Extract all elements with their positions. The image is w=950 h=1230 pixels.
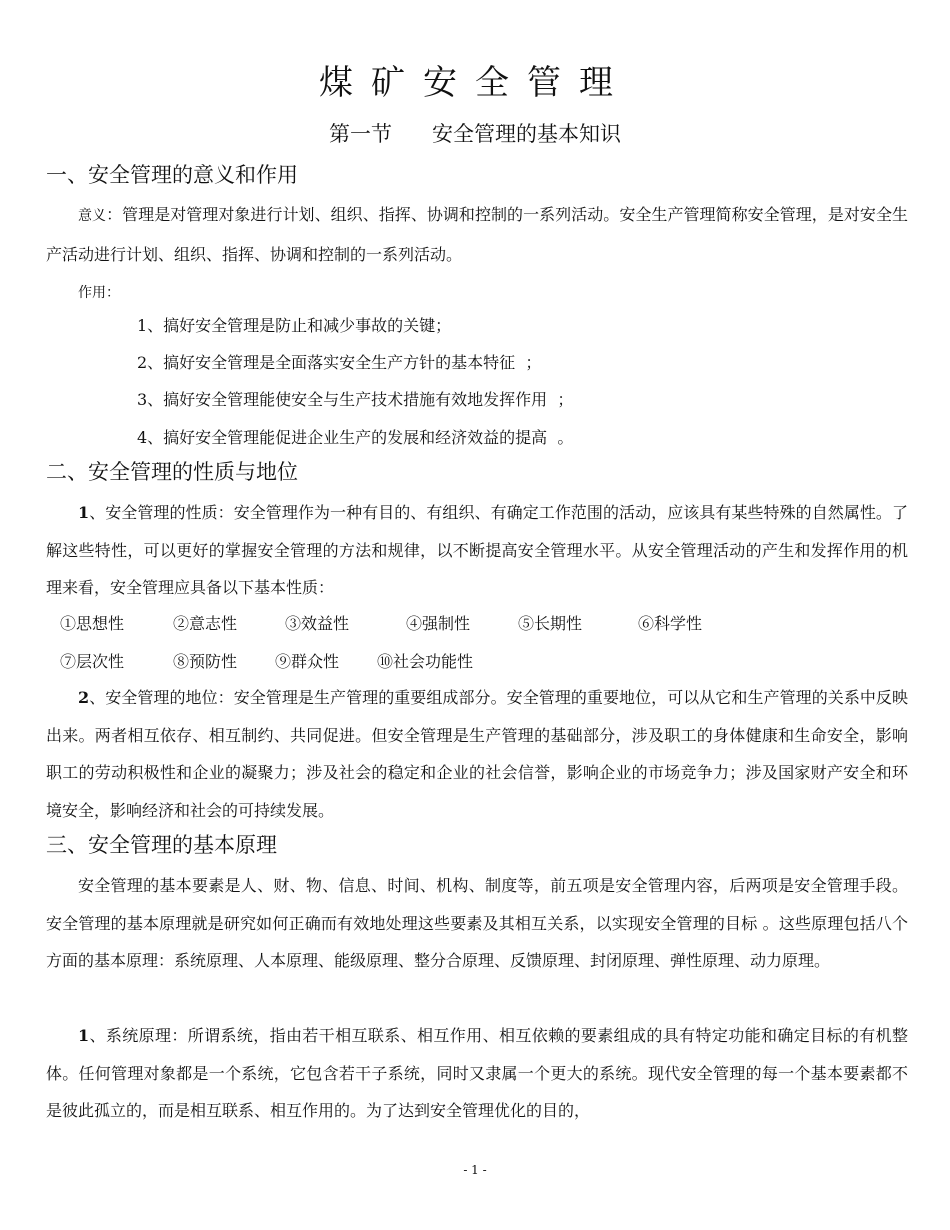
nature-number: 1 bbox=[78, 503, 90, 522]
traits-row-2 bbox=[0, 649, 950, 675]
document-title: 煤矿安全管理 bbox=[319, 63, 631, 103]
status-number: 2 bbox=[78, 688, 90, 707]
section-heading-2: 二、安全管理的性质与地位 bbox=[46, 460, 298, 484]
status-text: 、安全管理的地位：安全管理是生产管理的重要组成部分。安全管理的重要地位，可以从它和生产管理的关系中反映出来。两者相互依存、相互制约、共同促进。但安全管理是生产管理的基础部分，涉及职工的身体健康和生命安全，影响职工的劳动积极性和企业的凝聚力；涉及社会的稳定和企业的社会信誉，影响企业的市场竞争力；涉及国家财产安全和环境安全，影响经济和社会的可持续发展。 bbox=[46, 688, 908, 820]
system-number: 1 bbox=[78, 1026, 90, 1045]
section-heading-3: 三、安全管理的基本原理 bbox=[46, 833, 277, 857]
status-paragraph bbox=[46, 679, 908, 829]
trait-item: ⑧预防性 bbox=[173, 652, 238, 671]
trait-item: ⑨群众性 bbox=[275, 652, 340, 671]
trait-item: ④强制性 bbox=[406, 614, 471, 633]
meaning-text: ：管理是对管理对象进行计划、组织、指挥、协调和控制的一系列活动。安全生产管理简称安全管理，是对安全生产活动进行计划、组织、指挥、协调和控制的一系列活动。 bbox=[46, 205, 908, 264]
trait-item: ③效益性 bbox=[285, 614, 350, 633]
role-item: 3、搞好安全管理能使安全与生产技术措施有效地发挥作用 ； bbox=[137, 390, 574, 409]
role-item: 2、搞好安全管理是全面落实安全生产方针的基本特征 ； bbox=[137, 353, 542, 372]
nature-paragraph bbox=[46, 494, 908, 607]
role-label: 作用： bbox=[78, 285, 120, 301]
page-number: - 1 - bbox=[463, 1163, 487, 1177]
trait-item: ①思想性 bbox=[60, 614, 125, 633]
nature-text: 、安全管理的性质：安全管理作为一种有目的、有组织、有确定工作范围的活动，应该具有某些特殊的自然属性。了解这些特性，可以更好的掌握安全管理的方法和规律，以不断提高安全管理水平。从安全管理活动的产生和发挥作用的机理来看，安全管理应具备以下基本性质： bbox=[46, 503, 908, 597]
role-item: 4、搞好安全管理能促进企业生产的发展和经济效益的提高 。 bbox=[137, 428, 574, 447]
role-item: 1、搞好安全管理是防止和减少事故的关键； bbox=[137, 316, 452, 335]
section-subtitle: 第一节 安全管理的基本知识 bbox=[328, 122, 622, 146]
system-text: 、系统原理：所谓系统，指由若干相互联系、相互作用、相互依赖的要素组成的具有特定功能和确定目标的有机整体。任何管理对象都是一个系统，它包含若干子系统，同时又隶属一个更大的系统。现代安全管理的每一个基本要素都不是彼此孤立的，而是相互联系、相互作用的。为了达到安全管理优化的目的， bbox=[46, 1026, 908, 1120]
traits-row-1 bbox=[0, 611, 950, 637]
trait-item: ②意志性 bbox=[173, 614, 238, 633]
trait-item: ⑩社会功能性 bbox=[377, 652, 474, 671]
system-principle-paragraph bbox=[46, 1017, 908, 1130]
section-heading-1: 一、安全管理的意义和作用 bbox=[46, 163, 298, 187]
trait-item: ⑥科学性 bbox=[638, 614, 703, 633]
meaning-lead: 意义 bbox=[78, 208, 107, 224]
trait-item: ⑤长期性 bbox=[518, 614, 583, 633]
meaning-paragraph bbox=[46, 196, 908, 273]
trait-item: ⑦层次性 bbox=[60, 652, 125, 671]
principles-paragraph: 安全管理的基本要素是人、财、物、信息、时间、机构、制度等，前五项是安全管理内容，后两项是安全管理手段。安全管理的基本原理就是研究如何正确而有效地处理这些要素及其相互关系，以实现安全管理的目标 。这些原理包括八个方面的基本原理：系统原理、人本原理、能级原理、整分合原理、反馈原理、封闭原理、弹性原理、动力原理。 bbox=[46, 876, 908, 970]
